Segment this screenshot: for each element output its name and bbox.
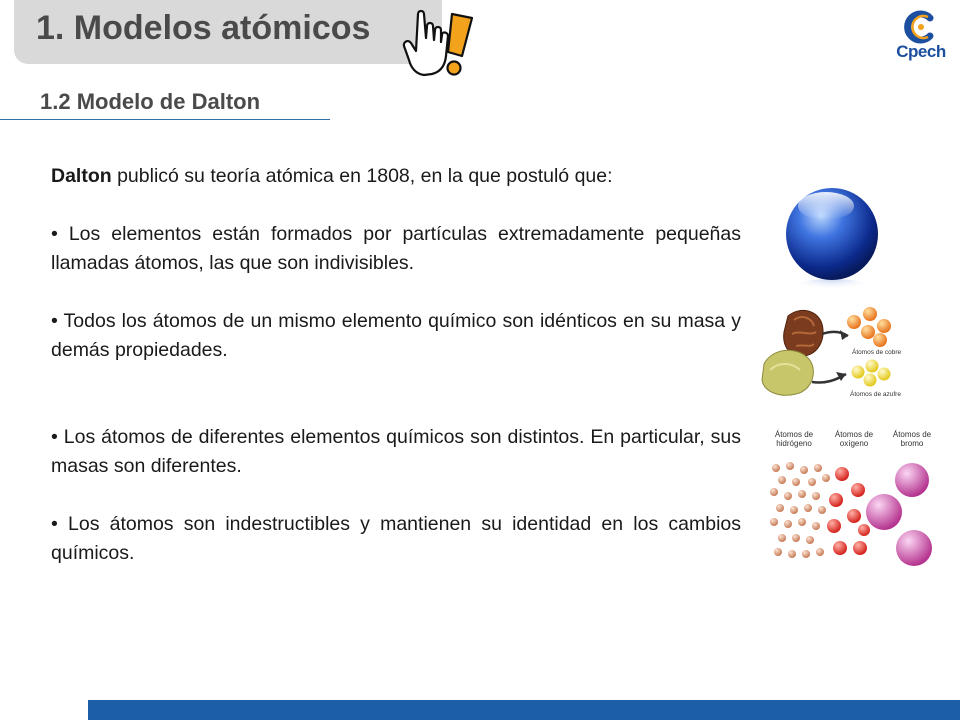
label-bromine: Átomos de bromo bbox=[892, 430, 932, 448]
body-text bbox=[51, 162, 741, 568]
atoms-spheres bbox=[764, 430, 944, 580]
section-subtitle: 1.2 Modelo de Dalton bbox=[40, 89, 261, 114]
bullet-4: • Los átomos son indestructibles y mantienen su identidad en los cambios químicos. bbox=[51, 513, 741, 564]
intro-rest: publicó su teoría atómica en 1808, en la que postuló que: bbox=[111, 165, 613, 187]
cpech-logo bbox=[888, 6, 954, 66]
footer-bar bbox=[88, 700, 960, 720]
copper-sulfur-image bbox=[756, 300, 906, 404]
bullet-1: • Los elementos están formados por partículas extremadamente pequeñas llamadas átomos, las que son indivisibles. bbox=[51, 223, 741, 274]
atoms-comparison-image bbox=[764, 430, 944, 580]
intro-paragraph bbox=[51, 162, 741, 191]
logo-text: Cpech bbox=[896, 42, 946, 61]
pointing-hand-icon bbox=[396, 4, 478, 86]
label-hydrogen: Átomos de hidrógeno bbox=[774, 430, 814, 448]
page-title: 1. Modelos atómicos bbox=[36, 9, 371, 47]
exclamation-icon bbox=[448, 14, 473, 75]
bullet-2: • Todos los átomos de un mismo elemento químico son idénticos en su masa y demás propiedades. bbox=[51, 310, 741, 361]
label-oxygen: Átomos de oxígeno bbox=[834, 430, 874, 448]
bullet-3: • Los átomos de diferentes elementos químicos son distintos. En particular, sus masas son diferentes. bbox=[51, 426, 741, 477]
logo-mark-icon bbox=[888, 6, 954, 46]
intro-bold: Dalton bbox=[51, 165, 112, 187]
subtitle-underline bbox=[0, 119, 330, 120]
atom-sphere-image bbox=[776, 184, 888, 296]
label-copper: Átomos de cobre bbox=[852, 349, 902, 356]
label-sulfur: Átomos de azufre bbox=[850, 391, 901, 398]
